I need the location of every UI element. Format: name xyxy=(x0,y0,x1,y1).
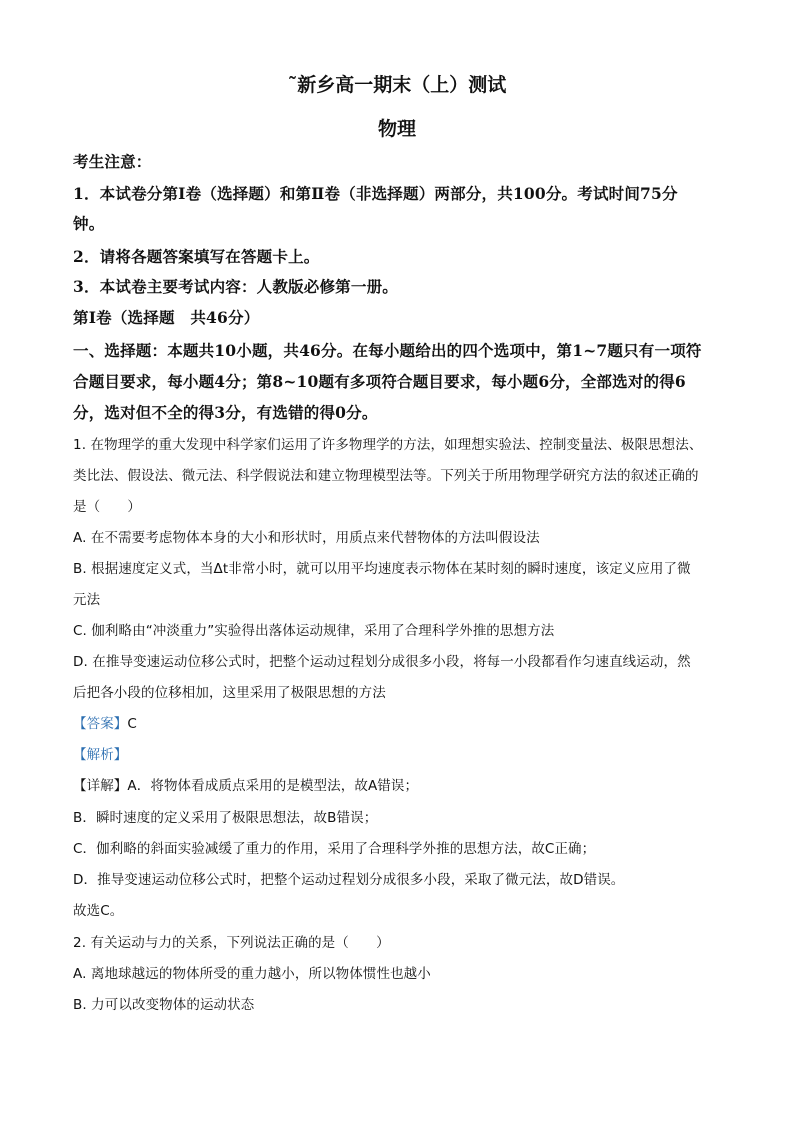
q1-answer xyxy=(73,712,137,732)
q1-stem-3: 是（ ） xyxy=(73,499,141,515)
q1-detail-b: B．瞬时速度的定义采用了极限思想法，故B错误； xyxy=(73,810,378,826)
q1-option-b-1: B. 根据速度定义式，当Δt非常小时，就可以用平均速度表示物体在某时刻的瞬时速度，该定义应用了微 xyxy=(73,561,691,577)
answer-tag: 【答案】 xyxy=(73,716,128,732)
detail-a-text: A．将物体看成质点采用的是模型法，故A错误； xyxy=(127,778,419,794)
notice-item-1-cont: 钟。 xyxy=(73,214,105,233)
q2-stem: 2. 有关运动与力的关系，下列说法正确的是（ ） xyxy=(73,935,390,951)
q1-option-d-2: 后把各小段的位移相加，这里采用了极限思想的方法 xyxy=(73,685,386,701)
q1-conclusion: 故选C。 xyxy=(73,903,124,919)
notice-item-1: 1．本试卷分第Ⅰ卷（选择题）和第Ⅱ卷（非选择题）两部分，共100分。考试时间75分 xyxy=(73,184,678,203)
exam-title: ˜新乡高一期末（上）测试 xyxy=(287,74,507,96)
q1-detail-d: D．推导变速运动位移公式时，把整个运动过程划分成很多小段，采取了微元法，故D错误。 xyxy=(73,872,625,888)
q1-option-d-1: D. 在推导变速运动位移公式时，把整个运动过程划分成很多小段，将每一小段都看作匀速直线运动，然 xyxy=(73,654,691,670)
subject-title: 物理 xyxy=(377,118,416,140)
section-intro-1: 一、选择题：本题共10小题，共46分。在每小题给出的四个选项中，第1~7题只有一项符 xyxy=(73,341,702,360)
q1-detail-c: C．伽利略的斜面实验减缓了重力的作用，采用了合理科学外推的思想方法，故C正确； xyxy=(73,841,596,857)
q1-option-b-2: 元法 xyxy=(73,592,101,608)
section-heading: 第Ⅰ卷（选择题 共46分） xyxy=(73,308,260,327)
q1-option-c: C. 伽利略由“冲淡重力”实验得出落体运动规律，采用了合理科学外推的思想方法 xyxy=(73,623,555,639)
analysis-tag: 【解析】 xyxy=(73,747,128,763)
q2-option-b: B. 力可以改变物体的运动状态 xyxy=(73,997,255,1013)
section-intro-3: 分，选对但不全的得3分，有选错的得0分。 xyxy=(73,403,378,422)
q1-stem-1: 1. 在物理学的重大发现中科学家们运用了许多物理学的方法，如理想实验法、控制变量法、极限思想法、 xyxy=(73,437,703,453)
notice-heading: 考生注意： xyxy=(73,152,152,171)
notice-item-3: 3．本试卷主要考试内容：人教版必修第一册。 xyxy=(73,277,398,296)
q1-stem-2: 类比法、假设法、微元法、科学假说法和建立物理模型法等。下列关于所用物理学研究方法的叙述正确的 xyxy=(73,468,699,484)
notice-item-2: 2．请将各题答案填写在答题卡上。 xyxy=(73,247,320,266)
q1-detail-a xyxy=(73,774,418,794)
q1-option-a: A. 在不需要考虑物体本身的大小和形状时，用质点来代替物体的方法叫假设法 xyxy=(73,530,540,546)
answer-value: C xyxy=(127,716,137,732)
detail-tag: 【详解】 xyxy=(73,778,128,794)
q2-option-a: A. 离地球越远的物体所受的重力越小，所以物体惯性也越小 xyxy=(73,966,431,982)
section-intro-2: 合题目要求，每小题4分；第8~10题有多项符合题目要求，每小题6分，全部选对的得6 xyxy=(73,372,686,391)
